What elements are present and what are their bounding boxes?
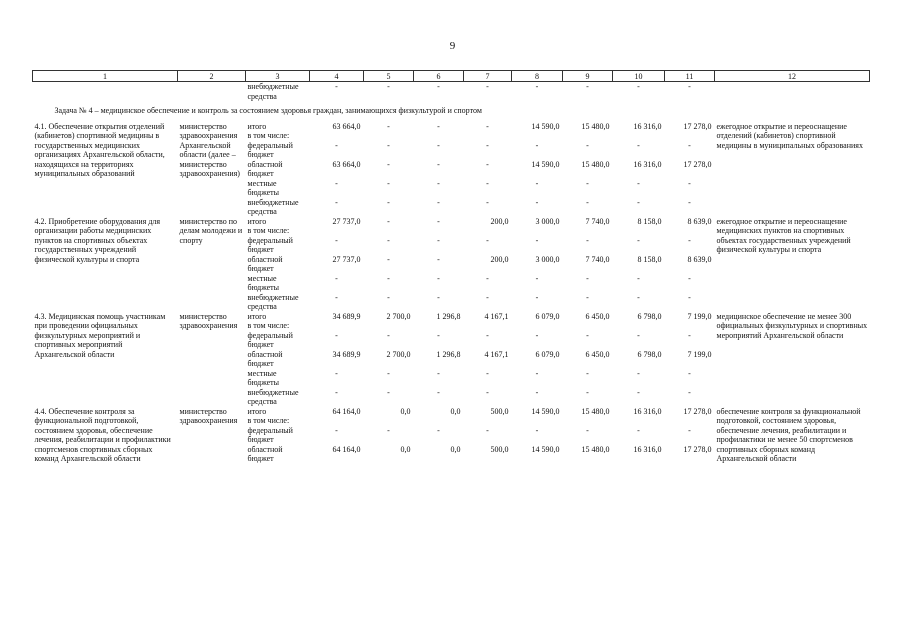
- source-cell: федеральный бюджет: [247, 425, 293, 444]
- value-cell: 64 164,0: [332, 444, 361, 454]
- task-title: Задача № 4 – медицинское обеспечение и контроль за состоянием здоровья граждан, занимающихся физкультурой и спортом: [54, 106, 482, 115]
- value-cell: 6 798,0: [637, 311, 662, 321]
- value-cell: -: [586, 387, 589, 397]
- col-header: 9: [563, 71, 613, 82]
- source-cell: областной бюджет: [247, 349, 283, 368]
- value-cell: -: [637, 140, 640, 150]
- source-cell: федеральный бюджет: [247, 330, 293, 349]
- value-cell: -: [637, 273, 640, 283]
- col-header: 8: [512, 71, 563, 82]
- executor-cell: министерство здравоохранения Архангельской области (далее – министерство здравоохранения): [179, 121, 240, 178]
- value-cell: -: [486, 368, 489, 378]
- source-cell: внебюджетные средства: [247, 197, 299, 216]
- value-cell: -: [486, 387, 489, 397]
- value-cell: 6 450,0: [585, 311, 610, 321]
- value-cell: 64 164,0: [332, 406, 361, 416]
- value-cell: [512, 416, 563, 426]
- value-cell: 200,0: [490, 216, 509, 226]
- value-cell: -: [437, 197, 440, 207]
- value-cell: -: [437, 235, 440, 245]
- value-cell: 14 590,0: [531, 159, 560, 169]
- value-cell: -: [586, 425, 589, 435]
- source-cell: местные бюджеты: [247, 273, 280, 292]
- value-cell: [512, 226, 563, 236]
- value-cell: 8 158,0: [637, 254, 662, 264]
- value-cell: -: [335, 368, 338, 378]
- value-cell: 3 000,0: [535, 216, 560, 226]
- value-cell: -: [437, 368, 440, 378]
- value-cell: -: [387, 273, 390, 283]
- value-cell: -: [387, 216, 390, 226]
- value-cell: [464, 226, 512, 236]
- value-cell: 17 278,0: [683, 406, 712, 416]
- value-cell: -: [387, 330, 390, 340]
- value-cell: 0,0: [450, 444, 461, 454]
- value-cell: -: [637, 292, 640, 302]
- measure-name: 4.3. Медицинская помощь участникам при проведении официальных физкультурных мероприятий и спортивных мероприятий Архангельской области: [34, 311, 166, 359]
- value-cell: -: [586, 178, 589, 188]
- value-cell: -: [437, 330, 440, 340]
- value-cell: 6 079,0: [535, 349, 560, 359]
- value-cell: 8 639,0: [687, 254, 712, 264]
- col-header: 3: [246, 71, 310, 82]
- value-cell: 6 079,0: [535, 311, 560, 321]
- value-cell: -: [335, 330, 338, 340]
- value-cell: 7 199,0: [687, 349, 712, 359]
- value-cell: -: [535, 82, 539, 91]
- source-cell: федеральный бюджет: [247, 140, 293, 159]
- value-cell: 15 480,0: [581, 121, 610, 131]
- value-cell: -: [437, 82, 440, 91]
- program-table: [32, 70, 870, 464]
- col-header: 12: [715, 71, 870, 82]
- value-cell: -: [637, 387, 640, 397]
- value-cell: 6 450,0: [585, 349, 610, 359]
- value-cell: -: [688, 140, 691, 150]
- executor-cell: министерство по делам молодежи и спорту: [179, 216, 243, 245]
- value-cell: -: [688, 235, 691, 245]
- value-cell: -: [437, 425, 440, 435]
- value-cell: 6 798,0: [637, 349, 662, 359]
- value-cell: -: [535, 178, 539, 188]
- value-cell: 0,0: [400, 444, 411, 454]
- value-cell: -: [387, 425, 390, 435]
- value-cell: -: [387, 387, 390, 397]
- value-cell: [512, 321, 563, 331]
- value-cell: -: [437, 140, 440, 150]
- value-cell: -: [486, 197, 489, 207]
- value-cell: 14 590,0: [531, 121, 560, 131]
- source-cell: в том числе:: [247, 226, 290, 235]
- value-cell: 2 700,0: [386, 311, 411, 321]
- value-cell: -: [437, 178, 440, 188]
- source-cell: внебюджетные средства: [247, 387, 299, 406]
- value-cell: -: [535, 330, 539, 340]
- source-cell: областной бюджет: [247, 254, 283, 273]
- value-cell: 16 316,0: [633, 406, 662, 416]
- value-cell: [613, 131, 665, 141]
- value-cell: -: [586, 140, 589, 150]
- table-row: [33, 122, 870, 132]
- value-cell: -: [637, 330, 640, 340]
- value-cell: 2 700,0: [386, 349, 411, 359]
- value-cell: -: [335, 235, 338, 245]
- value-cell: [665, 321, 715, 331]
- value-cell: 4 167,1: [484, 311, 509, 321]
- value-cell: -: [586, 273, 589, 283]
- table-row: [33, 217, 870, 227]
- value-cell: 7 740,0: [585, 216, 610, 226]
- value-cell: -: [586, 197, 589, 207]
- value-cell: 8 639,0: [687, 216, 712, 226]
- value-cell: -: [535, 387, 539, 397]
- col-header: 4: [310, 71, 364, 82]
- col-header: 7: [464, 71, 512, 82]
- value-cell: [563, 321, 613, 331]
- value-cell: -: [535, 140, 539, 150]
- value-cell: 14 590,0: [531, 406, 560, 416]
- value-cell: [464, 321, 512, 331]
- value-cell: [414, 416, 464, 426]
- value-cell: [310, 226, 364, 236]
- value-cell: [563, 226, 613, 236]
- value-cell: -: [688, 368, 691, 378]
- source-cell: внебюджетные средства: [247, 82, 299, 101]
- value-cell: -: [387, 197, 390, 207]
- value-cell: -: [586, 368, 589, 378]
- header-row: [33, 71, 870, 82]
- value-cell: -: [637, 197, 640, 207]
- executor-cell: министерство здравоохранения: [179, 311, 238, 330]
- value-cell: -: [586, 330, 589, 340]
- value-cell: 14 590,0: [531, 444, 560, 454]
- value-cell: -: [387, 254, 390, 264]
- value-cell: -: [637, 368, 640, 378]
- value-cell: -: [387, 292, 390, 302]
- value-cell: 16 316,0: [633, 121, 662, 131]
- executor-cell: министерство здравоохранения: [179, 406, 238, 425]
- value-cell: [613, 226, 665, 236]
- value-cell: 27 737,0: [332, 254, 361, 264]
- value-cell: -: [688, 330, 691, 340]
- value-cell: [414, 226, 464, 236]
- source-cell: внебюджетные средства: [247, 292, 299, 311]
- value-cell: -: [335, 178, 338, 188]
- table-row: [33, 82, 870, 102]
- value-cell: 0,0: [450, 406, 461, 416]
- value-cell: -: [486, 330, 489, 340]
- result-cell: обеспечение контроля за функциональной подготовкой, состоянием здоровья, обеспечение лечения, реабилитации и профилактики не менее 50 спортсменов спортивных сборных команд Архангельской области: [716, 406, 861, 463]
- value-cell: 200,0: [490, 254, 509, 264]
- value-cell: [464, 131, 512, 141]
- table-row: [33, 312, 870, 322]
- source-cell: местные бюджеты: [247, 368, 280, 387]
- value-cell: -: [387, 368, 390, 378]
- value-cell: -: [688, 425, 691, 435]
- value-cell: -: [437, 254, 440, 264]
- value-cell: -: [535, 273, 539, 283]
- value-cell: -: [437, 387, 440, 397]
- value-cell: -: [688, 273, 691, 283]
- value-cell: [665, 226, 715, 236]
- source-cell: федеральный бюджет: [247, 235, 293, 254]
- value-cell: -: [387, 82, 390, 91]
- source-cell: итого: [247, 406, 267, 416]
- page-number: 9: [449, 40, 456, 52]
- source-cell: местные бюджеты: [247, 178, 280, 197]
- value-cell: [563, 131, 613, 141]
- value-cell: -: [335, 273, 338, 283]
- value-cell: -: [387, 159, 390, 169]
- value-cell: [364, 416, 414, 426]
- value-cell: -: [586, 235, 589, 245]
- value-cell: -: [335, 425, 338, 435]
- measure-name: 4.2. Приобретение оборудования для организации работы медицинских пунктов на спортивных объектах государственных учреждений физической культуры и спорта: [34, 216, 161, 264]
- value-cell: 1 296,8: [436, 349, 461, 359]
- value-cell: 500,0: [490, 444, 509, 454]
- value-cell: -: [637, 235, 640, 245]
- value-cell: 27 737,0: [332, 216, 361, 226]
- value-cell: [364, 226, 414, 236]
- value-cell: 16 316,0: [633, 444, 662, 454]
- value-cell: -: [486, 82, 489, 91]
- value-cell: -: [486, 273, 489, 283]
- value-cell: -: [486, 121, 489, 131]
- value-cell: -: [335, 82, 338, 91]
- value-cell: 16 316,0: [633, 159, 662, 169]
- result-cell: ежегодное открытие и переоснащение отделений (кабинетов) спортивной медицины в муниципальных образованиях: [716, 121, 863, 150]
- value-cell: -: [335, 197, 338, 207]
- source-cell: итого: [247, 216, 267, 226]
- value-cell: -: [586, 292, 589, 302]
- value-cell: 15 480,0: [581, 444, 610, 454]
- value-cell: -: [437, 121, 440, 131]
- value-cell: -: [437, 292, 440, 302]
- col-header: 1: [33, 71, 178, 82]
- col-header: 6: [414, 71, 464, 82]
- value-cell: -: [486, 140, 489, 150]
- value-cell: [414, 321, 464, 331]
- source-cell: областной бюджет: [247, 444, 283, 463]
- value-cell: -: [335, 387, 338, 397]
- value-cell: 63 664,0: [332, 159, 361, 169]
- value-cell: -: [535, 292, 539, 302]
- value-cell: 15 480,0: [581, 159, 610, 169]
- value-cell: [665, 131, 715, 141]
- value-cell: -: [688, 197, 691, 207]
- value-cell: 63 664,0: [332, 121, 361, 131]
- table-row: [33, 407, 870, 417]
- value-cell: -: [688, 292, 691, 302]
- measure-name: 4.4. Обеспечение контроля за функциональной подготовкой, состоянием здоровья, обеспечение лечения, реабилитации и профилактики спортсменов спортивных сборных команд Архангельской области: [34, 406, 171, 463]
- value-cell: -: [535, 197, 539, 207]
- value-cell: 34 689,9: [332, 349, 361, 359]
- value-cell: -: [486, 235, 489, 245]
- value-cell: [364, 321, 414, 331]
- value-cell: -: [387, 140, 390, 150]
- value-cell: 17 278,0: [683, 159, 712, 169]
- value-cell: -: [437, 159, 440, 169]
- value-cell: [310, 131, 364, 141]
- col-header: 5: [364, 71, 414, 82]
- value-cell: [512, 131, 563, 141]
- col-header: 11: [665, 71, 715, 82]
- value-cell: -: [688, 387, 691, 397]
- value-cell: -: [486, 159, 489, 169]
- value-cell: -: [637, 178, 640, 188]
- result-cell: ежегодное открытие и переоснащение медицинских пунктов на спортивных объектах государственных учреждений физической культуры и спорта: [716, 216, 851, 254]
- value-cell: 17 278,0: [683, 121, 712, 131]
- value-cell: -: [335, 292, 338, 302]
- value-cell: 8 158,0: [637, 216, 662, 226]
- value-cell: 7 199,0: [687, 311, 712, 321]
- value-cell: 34 689,9: [332, 311, 361, 321]
- value-cell: -: [387, 121, 390, 131]
- source-cell: в том числе:: [247, 416, 290, 425]
- value-cell: -: [688, 178, 691, 188]
- value-cell: [310, 416, 364, 426]
- value-cell: [563, 416, 613, 426]
- col-header: 2: [178, 71, 246, 82]
- source-cell: в том числе:: [247, 131, 290, 140]
- value-cell: -: [535, 235, 539, 245]
- value-cell: 4 167,1: [484, 349, 509, 359]
- value-cell: [414, 131, 464, 141]
- source-cell: областной бюджет: [247, 159, 283, 178]
- value-cell: -: [486, 425, 489, 435]
- result-cell: медицинское обеспечение не менее 300 официальных физкультурных и спортивных мероприятий Архангельской области: [716, 311, 868, 340]
- col-header: 10: [613, 71, 665, 82]
- value-cell: 17 278,0: [683, 444, 712, 454]
- value-cell: -: [437, 273, 440, 283]
- value-cell: -: [637, 425, 640, 435]
- value-cell: 3 000,0: [535, 254, 560, 264]
- value-cell: [665, 416, 715, 426]
- value-cell: [613, 321, 665, 331]
- source-cell: итого: [247, 311, 267, 321]
- value-cell: 1 296,8: [436, 311, 461, 321]
- value-cell: 500,0: [490, 406, 509, 416]
- value-cell: [310, 321, 364, 331]
- value-cell: 15 480,0: [581, 406, 610, 416]
- measure-name: 4.1. Обеспечение открытия отделений (кабинетов) спортивной медицины в государственных медицинских организациях Архангельской области, находящихся на территориях муниципальных образований: [34, 121, 165, 178]
- value-cell: -: [535, 368, 539, 378]
- source-cell: итого: [247, 121, 267, 131]
- value-cell: -: [535, 425, 539, 435]
- value-cell: 0,0: [400, 406, 411, 416]
- value-cell: -: [387, 178, 390, 188]
- value-cell: -: [586, 82, 589, 91]
- value-cell: -: [335, 140, 338, 150]
- value-cell: -: [688, 82, 691, 91]
- value-cell: 7 740,0: [585, 254, 610, 264]
- value-cell: -: [637, 82, 640, 91]
- value-cell: [464, 416, 512, 426]
- value-cell: -: [486, 178, 489, 188]
- value-cell: -: [486, 292, 489, 302]
- value-cell: -: [387, 235, 390, 245]
- value-cell: [613, 416, 665, 426]
- task-row: [33, 101, 870, 122]
- value-cell: [364, 131, 414, 141]
- value-cell: -: [437, 216, 440, 226]
- source-cell: в том числе:: [247, 321, 290, 330]
